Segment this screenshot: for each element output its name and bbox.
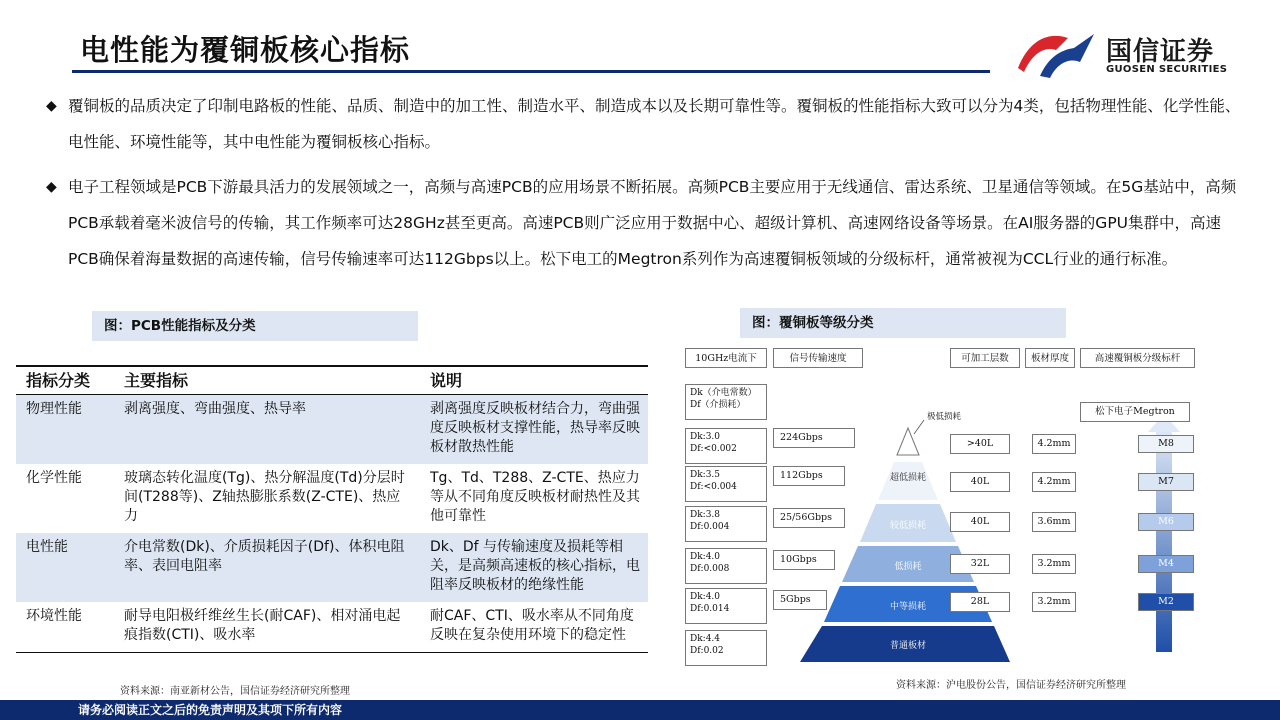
df-header: Df（介损耗） [690,400,746,410]
df-value: Df:<0.002 [690,444,737,454]
table-cell: 介电常数(Dk)、介质损耗因子(Df)、体积电阻率、表回电阻率 [114,533,420,602]
dk-value: Dk:4.4 [690,634,721,644]
df-value: Df:0.008 [690,564,730,574]
bullet-text: 覆铜板的品质决定了印制电路板的性能、品质、制造中的加工性、制造水平、制造成本以及长期可靠性等。覆铜板的性能指标大致可以分为4类，包括物理性能、化学性能、电性能、环境性能等，其中电性能为覆铜板核心指标。 [68,97,1241,151]
layers-box: 28L [950,592,1010,612]
level-dk-df [685,588,767,624]
thickness-box: 4.2mm [1032,434,1076,454]
loss-label: 普通板材 [889,641,926,651]
column-header: 指标分类 [16,366,114,395]
level-dk-df [685,506,767,542]
guosen-logo-icon [1014,28,1098,80]
table-cell: 环境性能 [16,602,114,653]
level-dk-df [685,428,767,464]
dk-value: Dk:4.0 [690,592,721,602]
table-row [16,464,648,533]
df-value: Df:0.004 [690,522,730,532]
grade-box: M2 [1138,593,1194,611]
loss-label: 中等损耗 [889,602,926,612]
loss-label: 低损耗 [894,562,922,572]
thickness-box: 4.2mm [1032,472,1076,492]
right-figure-caption: 图：覆铜板等级分类 [740,308,1066,338]
page-title: 电性能为覆铜板核心指标 [80,33,411,67]
diamond-bullet-icon: ◆ [46,98,57,114]
table-cell: Dk、Df 与传输速度及损耗等相关，是高频高速板的核心指标，电阻率反映板材的绝缘性能 [420,533,648,602]
header-box: 高速覆铜板分级标杆 [1080,348,1195,368]
footer-disclaimer-bar [0,700,1280,720]
dk-value: Dk:3.0 [690,432,721,442]
thickness-box: 3.2mm [1032,592,1076,612]
grade-box: M7 [1138,473,1194,491]
speed-box: 25/56Gbps [773,508,845,528]
megtron-label: 松下电子Megtron [1080,402,1190,422]
dk-header: Dk（介电常数） [690,388,757,398]
level-dk-df [685,548,767,584]
layers-box: >40L [950,434,1010,454]
dk-value: Dk:3.5 [690,470,721,480]
df-value: Df:<0.004 [690,482,737,492]
logo-english-name: GUOSEN SECURITIES [1106,64,1228,75]
dk-value: Dk:4.0 [690,552,721,562]
df-value: Df:0.014 [690,604,730,614]
table-row [16,533,648,602]
table-cell: Tg、Td、T288、Z-CTE、热应力等从不同角度反映板材耐热性及其他可靠性 [430,470,640,524]
header-box: 10GHz电流下 [685,348,767,368]
table-cell: 剥离强度、弯曲强度、热导率 [114,395,420,465]
header-box: 板材厚度 [1025,348,1075,368]
grade-box: M4 [1138,555,1194,573]
top-level-label: 极低损耗 [926,412,961,422]
table-cell: 化学性能 [26,470,82,486]
speed-box: 5Gbps [773,590,827,610]
loss-label: 较低损耗 [889,521,926,531]
table-cell: 剥离强度反映板材结合力，弯曲强度反映板材支撑性能，热导率反映板材散热性能 [420,395,648,465]
megtron-arrow-shaft [1156,430,1172,652]
table-cell: 物理性能 [16,395,114,465]
ccl-grade-diagram [680,340,1200,668]
table-header-row [16,366,648,395]
grade-box: M6 [1138,513,1194,531]
right-source-note: 资料来源：沪电股份公告，国信证券经济研究所整理 [896,680,1126,691]
thickness-box: 3.2mm [1032,554,1076,574]
bullet-paragraph-2 [46,169,1246,309]
speed-box: 112Gbps [773,466,845,486]
speed-box: 224Gbps [773,428,855,448]
layers-box: 40L [950,472,1010,492]
table-cell: 玻璃态转化温度(Tg)、热分解温度(Td)分层时间(T288等)、Z轴热膨胀系数(Z-CTE)、热应力 [124,470,405,524]
layers-box: 32L [950,554,1010,574]
level-dk-df [685,630,767,666]
column-header: 主要指标 [114,366,420,395]
disclaimer-text: 请务必阅读正文之后的免责声明及其项下所有内容 [78,703,343,717]
logo-chinese-name: 国信证券 [1106,37,1215,67]
title-divider [72,70,990,73]
column-header: 说明 [420,366,648,395]
thickness-box: 3.6mm [1032,512,1076,532]
bullet-paragraph-1 [46,88,1246,160]
loss-label: 超低损耗 [889,473,926,483]
bullet-text: 电子工程领域是PCB下游最具活力的发展领域之一，高频与高速PCB的应用场景不断拓展。高频PCB主要应用于无线通信、雷达系统、卫星通信等领域。在5G基站中，高频PCB承载着毫米波信号的传输，其工作频率可达28GHz甚至更高。高速PCB则广泛应用于数据中心、超级计算机、高速网络设备等场景。在AI服务器的GPU集群中，高速PCB确保着海量数据的高速传输，信号传输速率可达112Gbps以上。松下电工的Megtron系列作为高速覆铜板领域的分级标杆，通常被视为CCL行业的通行标准。 [68,178,1237,268]
table-row [16,395,648,465]
layers-box: 40L [950,512,1010,532]
speed-box: 10Gbps [773,550,835,570]
df-value: Df:0.02 [690,646,724,656]
grade-box: M8 [1138,435,1194,453]
header-box: 信号传输速度 [773,348,863,368]
table-cell: 耐CAF、CTI、吸水率从不同角度反映在复杂使用环境下的稳定性 [420,602,648,653]
table-row [16,602,648,653]
level-dk-df [685,466,767,502]
left-figure-caption: 图：PCB性能指标及分类 [92,311,418,341]
table-cell: 电性能 [16,533,114,602]
header-box: 可加工层数 [950,348,1020,368]
dk-value: Dk:3.8 [690,510,721,520]
table-cell: 耐导电阳极纤维丝生长(耐CAF)、相对涌电起痕指数(CTI)、吸水率 [114,602,420,653]
diamond-bullet-icon: ◆ [46,179,57,195]
pcb-indicator-table [16,365,648,653]
left-source-note: 资料来源：南亚新材公告，国信证券经济研究所整理 [120,686,350,697]
